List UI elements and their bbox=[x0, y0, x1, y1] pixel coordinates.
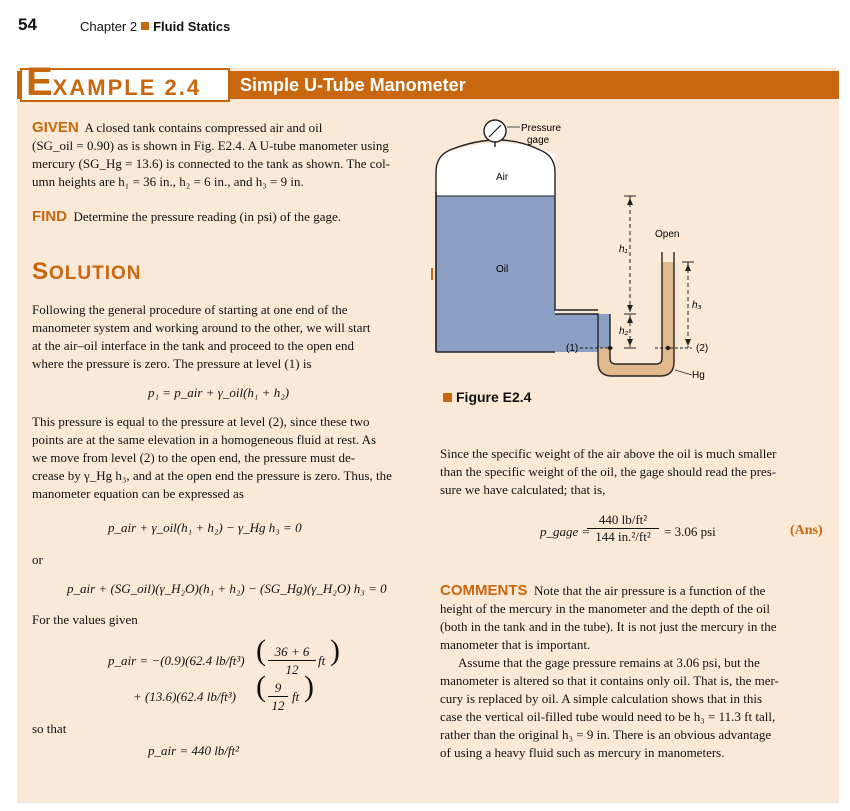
so-that-text: so that bbox=[32, 721, 67, 736]
given-line: mercury (SG_Hg = 13.6) is connected to the tank as shown. The col- bbox=[32, 156, 391, 171]
gage-equation-lhs: p_gage = bbox=[540, 524, 591, 539]
page-number: 54 bbox=[18, 15, 37, 34]
equation-pair-line2: + (13.6)(62.4 lb/ft³) bbox=[133, 689, 236, 704]
gage-label-line1: Pressure bbox=[521, 123, 562, 134]
equation-sg: p_air + (SG_oil)(γ_H₂O)(h₁ + h₂) − (SG_Hg)(γ_H₂O) h₃ = 0 bbox=[67, 581, 387, 596]
given-line: (SG_oil = 0.90) as is shown in Fig. E2.4. A U-tube manometer using bbox=[32, 138, 389, 153]
find-section bbox=[32, 208, 422, 226]
hg-label: Hg bbox=[692, 370, 705, 381]
right-paragraph-1: Since the specific weight of the air above the oil is much smaller than the specific weight of the oil, the gage should read the pres- sure we have calculated; that is, bbox=[440, 446, 777, 497]
manometer-figure bbox=[430, 112, 720, 387]
given-label: GIVEN bbox=[32, 119, 79, 136]
example-number: EXAMPLE 2.4 bbox=[26, 60, 202, 104]
comments-label: COMMENTS bbox=[440, 582, 528, 599]
gage-label-line2: gage bbox=[527, 135, 550, 146]
chapter-header bbox=[80, 19, 230, 34]
gage-fraction: 440 lb/ft² 144 in.²/ft² bbox=[587, 512, 659, 545]
solution-paragraph-1: Following the general procedure of starting at one end of the manometer system and working around to the other, we will start at the air–oil interface in the tank and proceed to the open end where the pressure is zero. The pressure at level (1) is bbox=[32, 302, 371, 371]
air-label: Air bbox=[496, 172, 509, 183]
given-line: A closed tank contains compressed air and oil bbox=[84, 120, 323, 135]
or-text: or bbox=[32, 552, 43, 567]
open-label: Open bbox=[655, 229, 680, 240]
equation-manometer: p_air + γ_oil(h₁ + h₂) − γ_Hg h₃ = 0 bbox=[108, 520, 302, 535]
square-bullet-icon bbox=[141, 22, 149, 30]
h1-label: h₁ bbox=[619, 244, 628, 255]
section-label: Fluid Statics bbox=[153, 19, 231, 34]
square-bullet-icon bbox=[443, 393, 452, 402]
chapter-label: Chapter 2 bbox=[80, 19, 138, 34]
example-title: Simple U-Tube Manometer bbox=[240, 75, 466, 95]
given-section bbox=[32, 119, 422, 191]
equation-result: p_air = 440 lb/ft² bbox=[148, 743, 240, 758]
h3-label: h₃ bbox=[692, 300, 702, 311]
answer-tag: (Ans) bbox=[790, 523, 823, 538]
level-1-label: (1) bbox=[566, 343, 579, 354]
equation-p1: p₁ = p_air + γ_oil(h₁ + h₂) bbox=[148, 385, 290, 400]
solution-paragraph-2: This pressure is equal to the pressure at level (2), since these two points are at the same elevation in a homogeneous fluid at rest. As we move from level (2) to the open end, the pressure must de- crease by γ_Hg h₃, and at the open end the pressure is zero. Thus, the manometer equation can be expressed as bbox=[32, 414, 392, 501]
solution-heading: SOLUTION bbox=[32, 258, 142, 285]
h2-label: h₂ bbox=[619, 326, 629, 337]
for-values-text: For the values given bbox=[32, 612, 138, 627]
comments-section: COMMENTS Note that the air pressure is a function of the height of the mercury in the manometer and the depth of the oil (both in the tank and in the tube). It is not just the mercury in the manometer that is important. Assume that the gage pressure remains at 3.06 psi, but the manometer is altered so that it contains only oil. That is, the mer- cury is replaced by oil. A simple calculation shows that in this case the vertical oil-filled tube would need to be h₃ = 11.3 ft tall, rather than the original h₃ = 9 in. There is an obvious advantage of using a heavy fluid such as mercury in manometers. bbox=[440, 582, 779, 760]
equation-pair-line1: p_air = −(0.9)(62.4 lb/ft³) bbox=[108, 653, 245, 668]
given-line: umn heights are h₁ = 36 in., h₂ = 6 in., and h₃ = 9 in. bbox=[32, 174, 304, 189]
solution-rule bbox=[130, 268, 436, 280]
oil-label: Oil bbox=[496, 264, 509, 275]
find-label: FIND bbox=[32, 208, 67, 225]
find-text: Determine the pressure reading (in psi) of the gage. bbox=[73, 209, 341, 224]
level-2-label: (2) bbox=[696, 343, 709, 354]
figure-caption: Figure E2.4 bbox=[443, 389, 531, 405]
gage-equation-rhs: = 3.06 psi bbox=[664, 524, 716, 539]
